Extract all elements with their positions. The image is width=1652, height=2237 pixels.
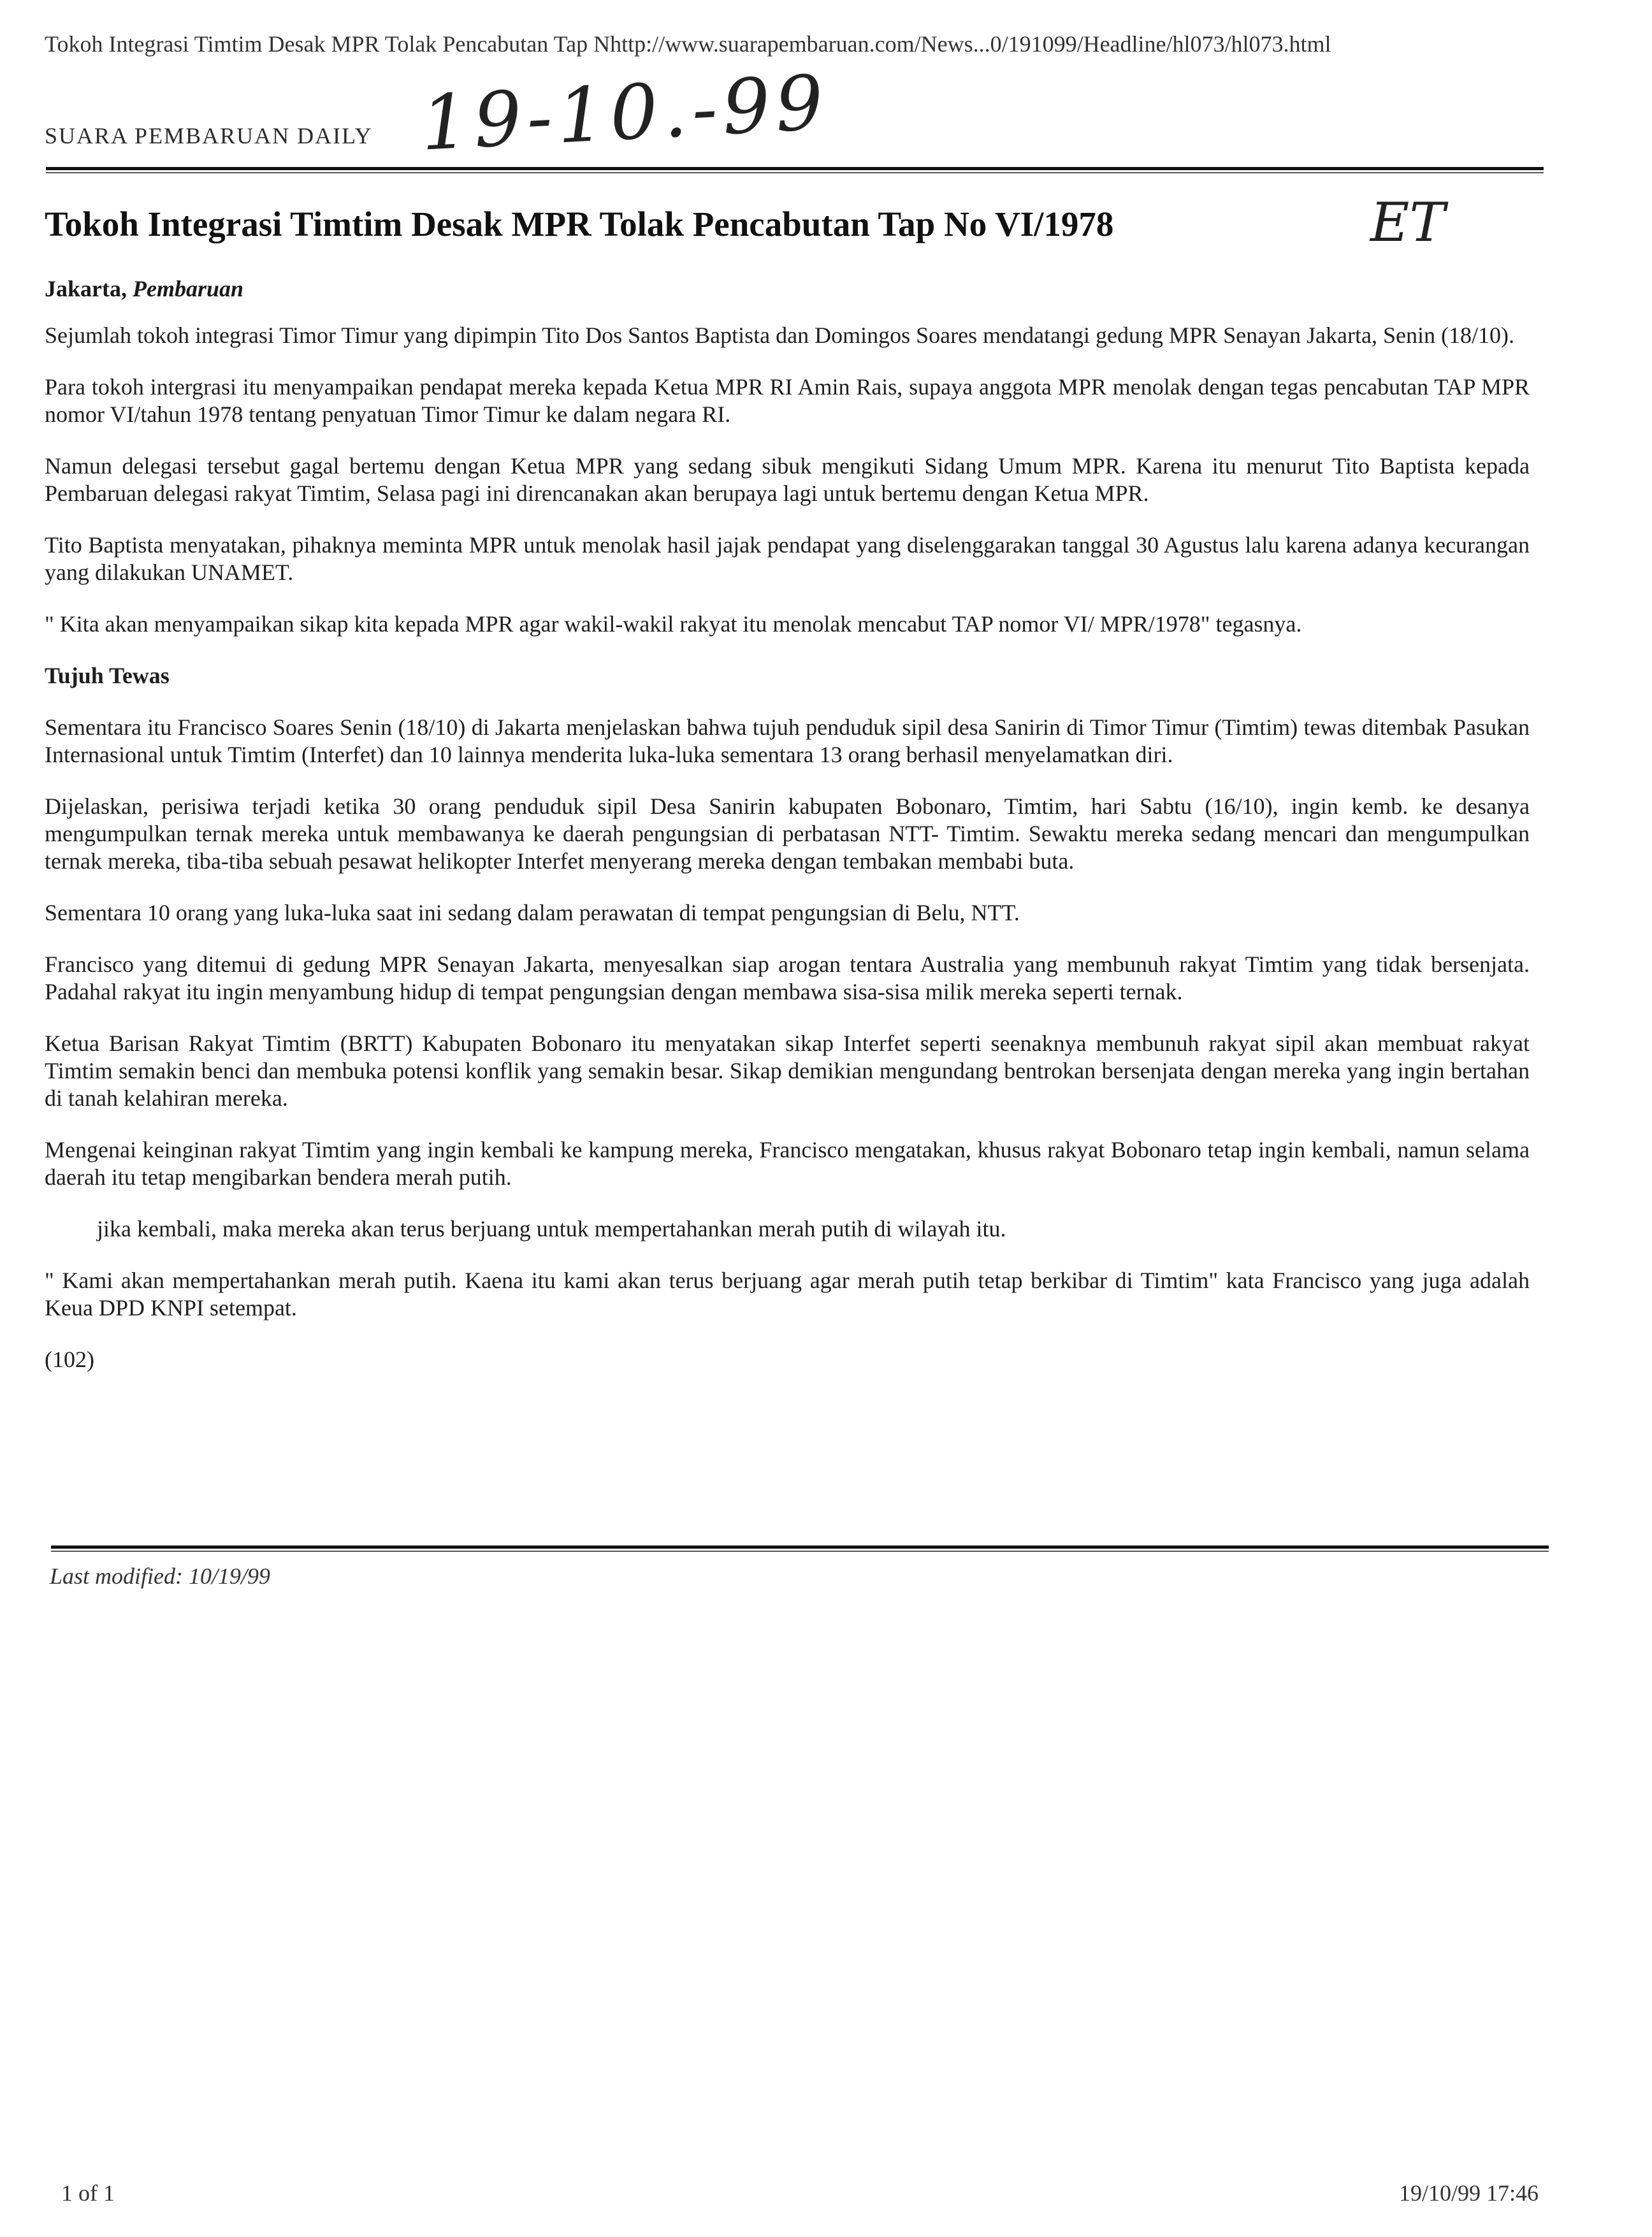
page-count: 1 of 1	[61, 2180, 115, 2206]
paragraph: Sementara itu Francisco Soares Senin (18/10) di Jakarta menjelaskan bahwa tujuh penduduk sipil desa Sanirin di Timor Timur (Timtim) tewas ditembak Pasukan Internasional untuk Timtim (Interfet) dan 10 lainnya menderita luka-luka sementara 13 orang berhasil menyelamatkan diri.	[45, 714, 1530, 767]
paragraph: Ketua Barisan Rakyat Timtim (BRTT) Kabupaten Bobonaro itu menyatakan sikap Interfet seperti seenaknya membunuh rakyat sipil akan membuat rakyat Timtim semakin benci dan membuka potensi konflik yang semakin besar. Sikap demikian mengundang bentrokan bersenjata dengan mereka yang ingin bertahan di tanah kelahiran mereka.	[45, 1031, 1530, 1111]
indented-paragraph: jika kembali, maka mereka akan terus berjuang untuk mempertahankan merah putih di wilayah itu.	[97, 1216, 1006, 1242]
masthead: SUARA PEMBARUAN DAILY	[45, 123, 373, 148]
dateline	[45, 275, 243, 302]
handwritten-date: 19-10.-99	[418, 58, 830, 168]
paragraph: Sejumlah tokoh integrasi Timor Timur yang dipimpin Tito Dos Santos Baptista dan Domingos Soares mendatangi gedung MPR Senayan Jakarta, Senin (18/10).	[45, 322, 1514, 348]
paragraph: " Kita akan menyampaikan sikap kita kepada MPR agar wakil-wakil rakyat itu menolak mencabut TAP nomor VI/ MPR/1978" tegasnya.	[45, 611, 1302, 637]
top-rule-divider	[46, 167, 1544, 173]
article-body	[45, 322, 1530, 1398]
paragraph: Para tokoh intergrasi itu menyampaikan pendapat mereka kepada Ketua MPR RI Amin Rais, supaya anggota MPR menolak dengan tegas pencabutan TAP MPR nomor VI/tahun 1978 tentang penyatuan Timor Timur ke dalam negara RI.	[45, 374, 1530, 427]
bottom-rule-divider	[51, 1546, 1549, 1552]
print-header-url: Tokoh Integrasi Timtim Desak MPR Tolak Pencabutan Tap Nhttp://www.suarapembaruan.com/News...0/191099/Headline/hl073/hl073.html	[45, 31, 1331, 57]
paragraph: Sementara 10 orang yang luka-luka saat ini sedang dalam perawatan di tempat pengungsian di Belu, NTT.	[45, 900, 1020, 925]
subheading: Tujuh Tewas	[45, 663, 170, 688]
paragraph: Dijelaskan, perisiwa terjadi ketika 30 orang penduduk sipil Desa Sanirin kabupaten Bobonaro, Timtim, hari Sabtu (16/10), ingin kemb. ke desanya mengumpulkan ternak mereka untuk membawanya ke daerah pengungsian di perbatasan NTT- Timtim. Sewaktu mereka sedang mencari dan mengumpulkan ternak mereka, tiba-tiba sebuah pesawat helikopter Interfet menyerang mereka dengan tembakan membabi buta.	[45, 793, 1530, 874]
paragraph: Mengenai keinginan rakyat Timtim yang ingin kembali ke kampung mereka, Francisco mengatakan, khusus rakyat Bobonaro tetap ingin kembali, namun selama daerah itu tetap mengibarkan bendera merah putih.	[45, 1137, 1530, 1190]
paragraph: " Kami akan mempertahankan merah putih. Kaena itu kami akan terus berjuang agar merah putih tetap berkibar di Timtim" kata Francisco yang juga adalah Keua DPD KNPI setempat.	[45, 1268, 1530, 1321]
handwritten-mark: ET	[1370, 191, 1446, 254]
paragraph: Tito Baptista menyatakan, pihaknya meminta MPR untuk menolak hasil jajak pendapat yang diselenggarakan tanggal 30 Agustus lalu karena adanya kecurangan yang dilakukan UNAMET.	[45, 532, 1530, 585]
paragraph: Namun delegasi tersebut gagal bertemu dengan Ketua MPR yang sedang sibuk mengikuti Sidang Umum MPR. Karena itu menurut Tito Baptista kepada Pembaruan delegasi rakyat Timtim, Selasa pagi ini direncanakan akan berupaya lagi untuk bertemu dengan Ketua MPR.	[45, 453, 1530, 506]
last-modified: Last modified: 10/19/99	[50, 1563, 271, 1589]
headline: Tokoh Integrasi Timtim Desak MPR Tolak Pencabutan Tap No VI/1978	[45, 205, 1114, 243]
print-datetime: 19/10/99 17:46	[1399, 2180, 1539, 2206]
reporter-code: (102)	[45, 1347, 94, 1372]
dateline-publication: Pembaruan	[133, 276, 244, 301]
dateline-city: Jakarta,	[45, 276, 133, 301]
paragraph: Francisco yang ditemui di gedung MPR Senayan Jakarta, menyesalkan siap arogan tentara Australia yang membunuh rakyat Timtim yang tidak bersenjata. Padahal rakyat itu ingin menyambung hidup di tempat pengungsian dengan membawa sisa-sisa milik mereka seperti ternak.	[45, 952, 1530, 1004]
